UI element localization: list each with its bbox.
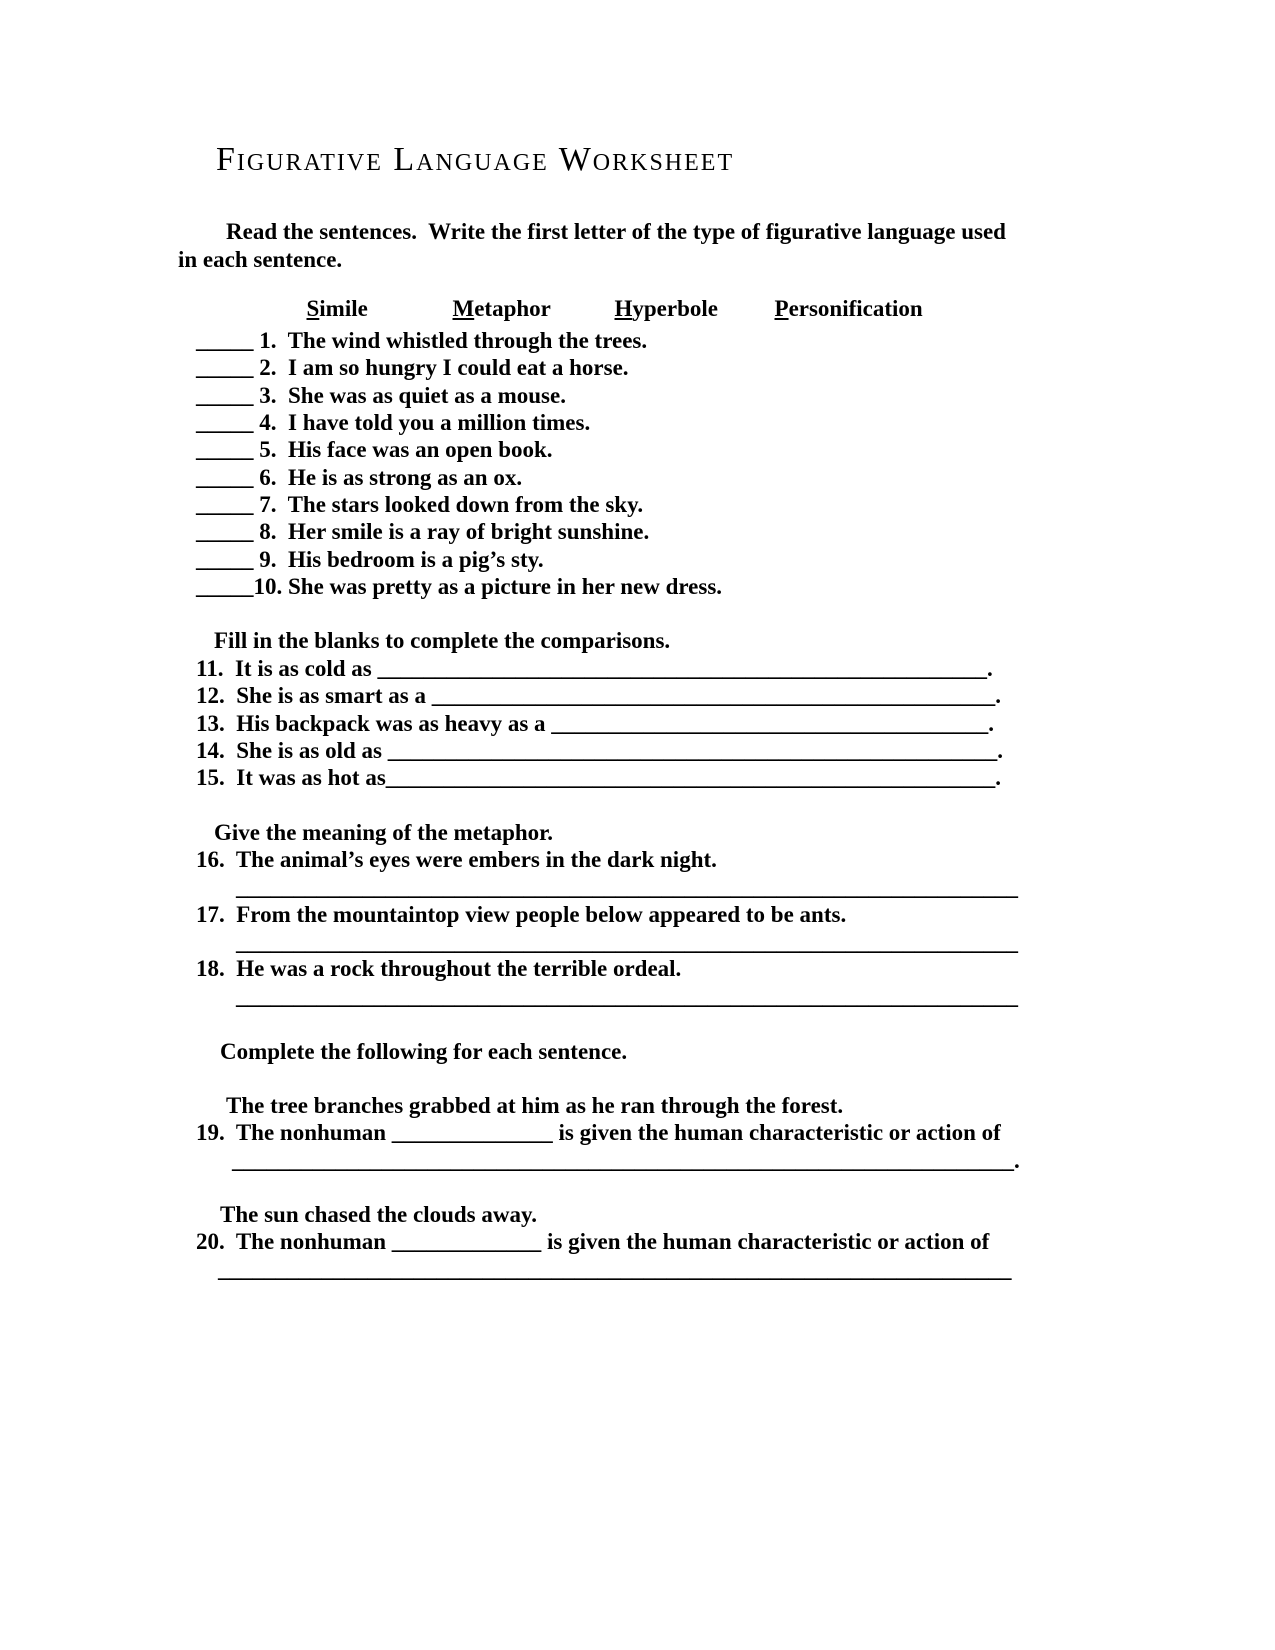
- question-14: 14. She is as old as _____________________________________________________.: [196, 738, 1003, 763]
- question-2: _____ 2. I am so hungry I could eat a horse.: [196, 355, 629, 380]
- question-3: _____ 3. She was as quiet as a mouse.: [196, 383, 566, 408]
- question-7: _____ 7. The stars looked down from the sky.: [196, 492, 644, 517]
- section-heading-metaphor: Give the meaning of the metaphor.: [214, 820, 554, 845]
- answer-line-19: ____________________________________________________________________.: [232, 1148, 1020, 1173]
- answer-line-17: ____________________________________________________________________: [236, 930, 1018, 955]
- question-1: _____ 1. The wind whistled through the trees.: [196, 328, 648, 353]
- worksheet-title: Figurative Language Worksheet: [216, 141, 735, 178]
- type-simile: Simile: [306, 296, 368, 321]
- type-hyperbole: Hyperbole: [614, 296, 718, 321]
- question-16: 16. The animal’s eyes were embers in the dark night.: [196, 847, 717, 872]
- section-heading-complete: Complete the following for each sentence.: [220, 1039, 628, 1064]
- answer-line-16: ____________________________________________________________________: [236, 875, 1018, 900]
- type-metaphor: Metaphor: [452, 296, 551, 321]
- section-heading-comparisons: Fill in the blanks to complete the comparisons.: [214, 628, 671, 653]
- question-6: _____ 6. He is as strong as an ox.: [196, 465, 523, 490]
- question-4: _____ 4. I have told you a million times.: [196, 410, 591, 435]
- question-15: 15. It was as hot as_____________________________________________________.: [196, 765, 1002, 790]
- answer-line-18: ____________________________________________________________________: [236, 984, 1018, 1009]
- sentence-19: The tree branches grabbed at him as he ran through the forest.: [226, 1093, 844, 1118]
- question-17: 17. From the mountaintop view people below appeared to be ants.: [196, 902, 847, 927]
- sentence-20: The sun chased the clouds away.: [220, 1202, 537, 1227]
- instructions-line-2: in each sentence.: [178, 247, 343, 272]
- question-12: 12. She is as smart as a _________________________________________________.: [196, 683, 1002, 708]
- question-10: _____10. She was pretty as a picture in her new dress.: [196, 574, 723, 599]
- question-19: 19. The nonhuman ______________ is given the human characteristic or action of: [196, 1120, 1001, 1145]
- question-8: _____ 8. Her smile is a ray of bright sunshine.: [196, 519, 650, 544]
- question-5: _____ 5. His face was an open book.: [196, 437, 553, 462]
- answer-line-20: _____________________________________________________________________: [218, 1257, 1012, 1282]
- question-13: 13. His backpack was as heavy as a ______________________________________.: [196, 711, 995, 736]
- instructions-line-1: Read the sentences. Write the first letter of the type of figurative language used: [226, 219, 1006, 244]
- question-11: 11. It is as cold as _____________________________________________________.: [196, 656, 993, 681]
- question-9: _____ 9. His bedroom is a pig’s sty.: [196, 547, 544, 572]
- type-personification: Personification: [774, 296, 923, 321]
- question-18: 18. He was a rock throughout the terrible ordeal.: [196, 956, 682, 981]
- question-20: 20. The nonhuman _____________ is given the human characteristic or action of: [196, 1229, 990, 1254]
